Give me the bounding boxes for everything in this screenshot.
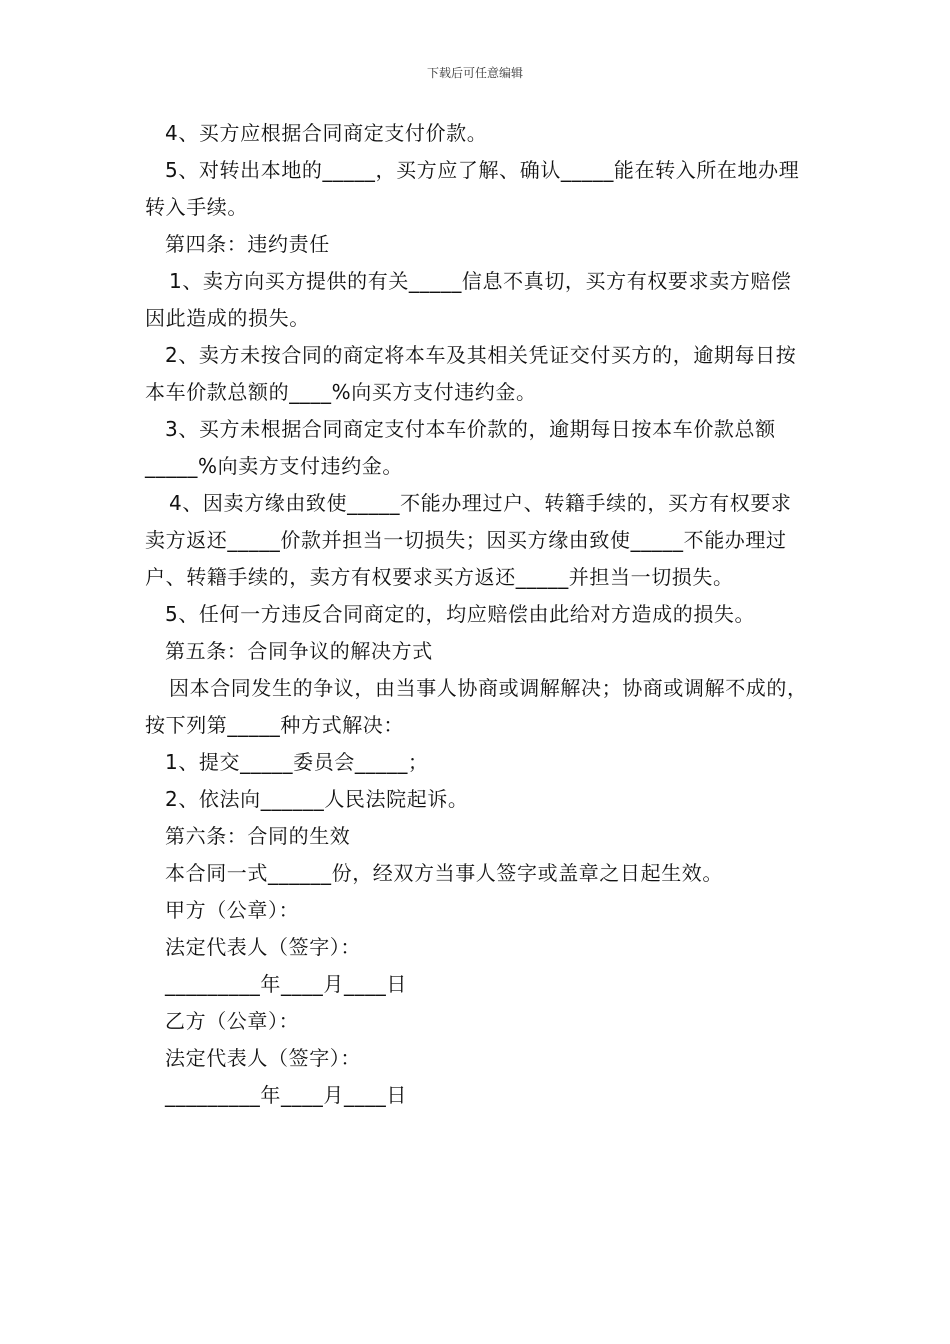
section-heading: 第四条：违约责任	[165, 232, 330, 256]
party-a-representative-line: 法定代表人（签字）：	[165, 935, 361, 959]
party-a-date-line: _________年____月____日	[165, 972, 407, 996]
clause-paragraph: 本合同一式______份，经双方当事人签字或盖章之日起生效。	[165, 861, 723, 885]
party-a-seal-line: 甲方（公章）：	[165, 898, 300, 922]
clause-paragraph: 5、任何一方违反合同商定的，均应赔偿由此给对方造成的损失。	[165, 602, 756, 626]
clause-paragraph: 3、买方未根据合同商定支付本车价款的，逾期每日按本车价款总额_____%向卖方支付违约金。	[145, 417, 776, 478]
party-b-representative-line: 法定代表人（签字）：	[165, 1046, 361, 1070]
party-b-seal-line: 乙方（公章）：	[165, 1009, 300, 1033]
page-header: 下载后可任意编辑	[426, 66, 523, 80]
clause-paragraph: 5、对转出本地的_____，买方应了解、确认_____能在转入所在地办理转入手续。	[145, 158, 800, 219]
party-b-date-line: _________年____月____日	[165, 1083, 407, 1107]
section-heading: 第五条：合同争议的解决方式	[165, 639, 433, 663]
clause-paragraph: 2、卖方未按合同的商定将本车及其相关凭证交付买方的，逾期每日按本车价款总额的____%向买方支付违约金。	[145, 343, 797, 404]
clause-paragraph: 因本合同发生的争议，由当事人协商或调解解决；协商或调解不成的，按下列第_____种方式解决：	[145, 676, 808, 737]
clause-paragraph: 2、依法向______人民法院起诉。	[165, 787, 469, 811]
clause-paragraph: 1、提交_____委员会_____；	[165, 750, 429, 774]
clause-paragraph: 4、买方应根据合同商定支付价款。	[165, 121, 488, 145]
document-body	[145, 115, 810, 1114]
clause-paragraph: 4、因卖方缘由致使_____不能办理过户、转籍手续的，买方有权要求卖方返还_____价款并担当一切损失；因买方缘由致使_____不能办理过户、转籍手续的，卖方有权要求买方返还_____并担当一切损失。	[145, 491, 792, 589]
section-heading: 第六条：合同的生效	[165, 824, 351, 848]
clause-paragraph: 1、卖方向买方提供的有关_____信息不真切，买方有权要求卖方赔偿因此造成的损失。	[145, 269, 792, 330]
